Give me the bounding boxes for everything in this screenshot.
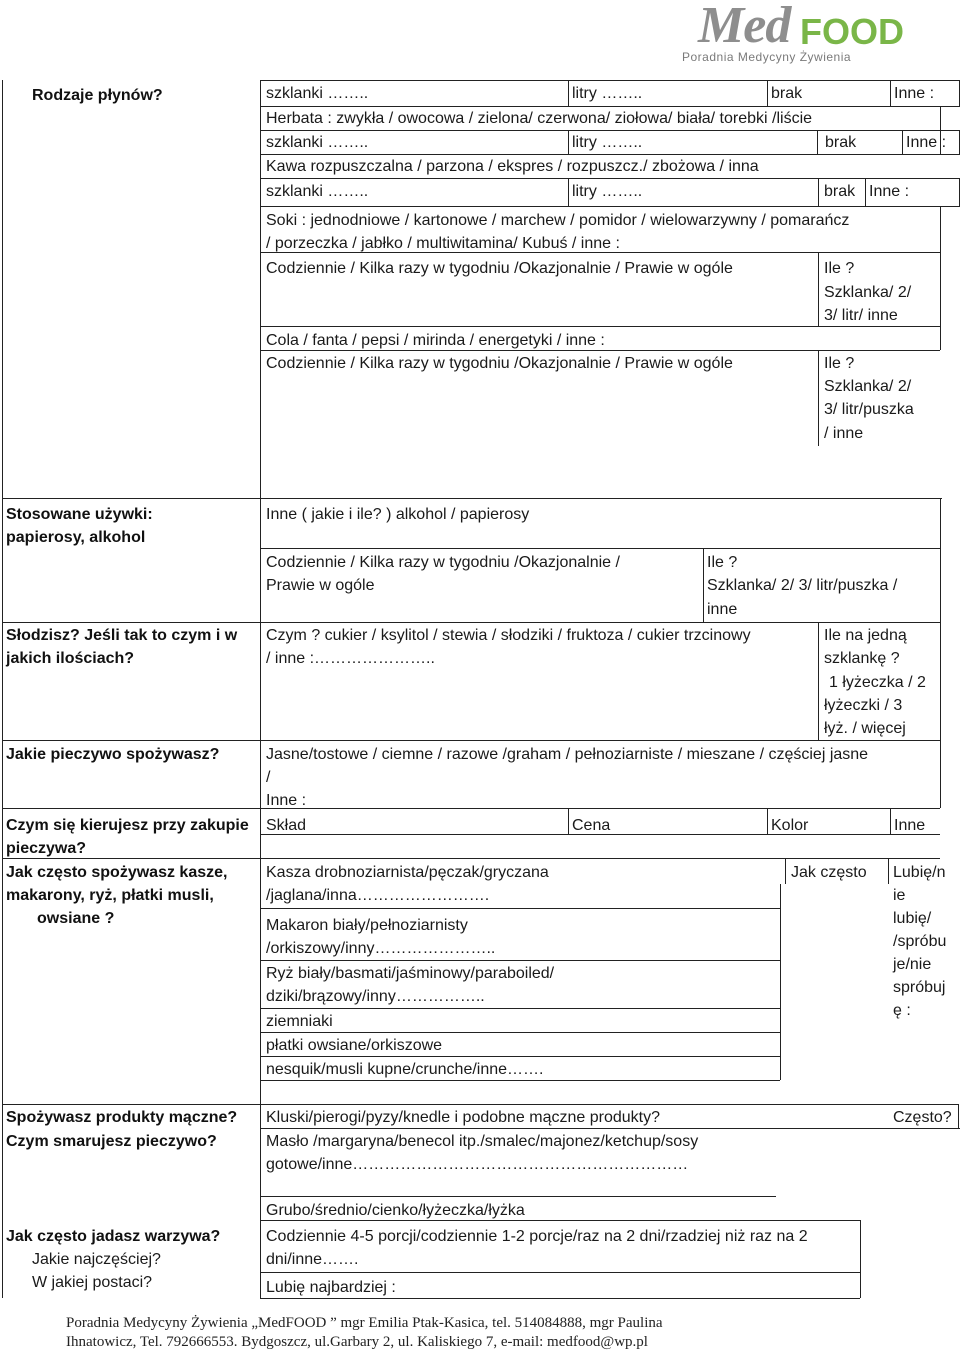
row3-glasses[interactable]: szklanki …….. [266, 183, 369, 200]
flour-question[interactable]: Kluski/pierogi/pyzy/knedle i podobne mączne produkty? [266, 1109, 661, 1126]
stimulants-amount-line1[interactable]: Szklanka/ 2/ 3/ litr/puszka / [707, 577, 898, 594]
vegetables-frequency-line2[interactable]: dni/inne……. [266, 1251, 359, 1268]
stimulants-amount-question: Ile ? [707, 554, 738, 571]
soda-amount-line2[interactable]: 3/ litr/puszka [824, 401, 914, 418]
vegetables-label-line2: Jakie najczęściej? [32, 1251, 161, 1268]
juices-amount-question: Ile ? [824, 260, 855, 277]
soda-amount-question: Ile ? [824, 355, 855, 372]
juices-amount-line2[interactable]: 3/ litr/ inne [824, 307, 898, 324]
groats-options-line2[interactable]: /jaglana/inna……………………. [266, 887, 490, 904]
sweeten-amount-line3[interactable]: 1 łyżeczka / 2 [829, 674, 926, 691]
row1-liters[interactable]: litry …….. [572, 85, 643, 102]
soda-amount-line3[interactable]: / inne [824, 425, 864, 442]
grains-like-line6: spróbuj [893, 979, 946, 996]
stimulants-amount-line2[interactable]: inne [707, 601, 738, 618]
grains-how-often: Jak często [791, 864, 867, 881]
sweeten-amount-line4[interactable]: łyżeczki / 3 [824, 697, 903, 714]
juices-amount-line1[interactable]: Szklanka/ 2/ [824, 284, 912, 301]
bread-criteria-label-line1: Czym się kierujesz przy zakupie [6, 817, 249, 834]
grains-label-line2: makarony, ryż, płatki musli, [6, 887, 214, 904]
grains-like-line4: /spróbu [893, 933, 947, 950]
sweeten-amount-line1: Ile na jedną [824, 627, 907, 644]
footer-line1: Poradnia Medycyny Żywienia „MedFOOD ” mgr Emilia Ptak-Kasica, tel. 514084888, mgr Paulina [66, 1315, 663, 1331]
medfood-logo [680, 2, 955, 68]
row2-other[interactable]: Inne : [906, 134, 947, 151]
soda-options[interactable]: Cola / fanta / pepsi / mirinda / energetyki / inne : [266, 332, 605, 349]
row1-other[interactable]: Inne : [894, 85, 935, 102]
spread-options-line1[interactable]: Masło /margaryna/benecol itp./smalec/majonez/ketchup/sosy [266, 1133, 699, 1150]
juices-frequency[interactable]: Codziennie / Kilka razy w tygodniu /Okazjonalnie / Prawie w ogóle [266, 260, 733, 277]
sweetener-options-line2[interactable]: / inne :………………….. [266, 650, 435, 667]
criteria-price[interactable]: Cena [572, 817, 611, 834]
stimulants-frequency-line1[interactable]: Codziennie / Kilka razy w tygodniu /Okazjonalnie / [266, 554, 620, 571]
row1-none[interactable]: brak [771, 85, 803, 102]
row3-liters[interactable]: litry …….. [572, 183, 643, 200]
row2-glasses[interactable]: szklanki …….. [266, 134, 369, 151]
soda-amount-line1[interactable]: Szklanka/ 2/ [824, 378, 912, 395]
soda-frequency[interactable]: Codziennie / Kilka razy w tygodniu /Okazjonalnie / Prawie w ogóle [266, 355, 733, 372]
spread-options-line2[interactable]: gotowe/inne……………………………………………………… [266, 1156, 689, 1173]
stimulants-other[interactable]: Inne ( jakie i ile? ) alkohol / papierosy [266, 506, 530, 523]
juices-options-line1[interactable]: Soki : jednodniowe / kartonowe / marchew / pomidor / wielowarzywny / pomarańcz [266, 212, 850, 229]
sweeten-amount-line5[interactable]: łyż. / więcej [824, 720, 906, 737]
row3-other[interactable]: Inne : [869, 183, 910, 200]
tea-options[interactable]: Herbata : zwykła / owocowa / zielona/ czerwona/ ziołowa/ biała/ torebki /liście [266, 110, 813, 127]
sweeten-label-line2: jakich ilościach? [6, 650, 135, 667]
pasta-options-line2[interactable]: /orkiszowy/inny………………….. [266, 940, 496, 957]
bread-types-line2[interactable]: / [266, 769, 271, 786]
vegetables-label-line1: Jak często jadasz warzywa? [6, 1228, 221, 1245]
vegetables-label-line3: W jakiej postaci? [32, 1274, 153, 1291]
juices-options-line2[interactable]: / porzeczka / jabłko / multiwitamina/ Kubuś / inne : [266, 235, 620, 252]
row3-none[interactable]: brak [824, 183, 856, 200]
grains-like-line7: ę : [893, 1002, 911, 1019]
criteria-composition[interactable]: Skład [266, 817, 307, 834]
bread-types-line1[interactable]: Jasne/tostowe / ciemne / razowe /graham / pełnoziarniste / mieszane / częściej jasne [266, 746, 869, 763]
spread-label: Czym smarujesz pieczywo? [6, 1133, 217, 1150]
bread-criteria-label-line2: pieczywa? [6, 840, 87, 857]
groats-options-line1[interactable]: Kasza drobnoziarnista/pęczak/gryczana [266, 864, 549, 881]
row2-none[interactable]: brak [825, 134, 857, 151]
vegetables-favourite[interactable]: Lubię najbardziej : [266, 1279, 396, 1296]
footer-line2: Ihnatowicz, Tel. 792666553. Bydgoszcz, ul.Garbary 2, ul. Kaliskiego 7, e-mail: medfood@wp.pl [66, 1334, 648, 1350]
grains-like-line2: ie [893, 887, 906, 904]
logo-med-text: Med [698, 0, 791, 54]
criteria-other[interactable]: Inne [894, 817, 926, 834]
bread-label: Jakie pieczywo spożywasz? [6, 746, 220, 763]
flour-how-often[interactable]: Często? [893, 1109, 952, 1126]
potatoes-option[interactable]: ziemniaki [266, 1013, 333, 1030]
sweeten-label-line1: Słodzisz? Jeśli tak to czym i w [6, 627, 238, 644]
pasta-options-line1[interactable]: Makaron biały/pełnoziarnisty [266, 917, 468, 934]
oats-option[interactable]: płatki owsiane/orkiszowe [266, 1037, 443, 1054]
row2-liters[interactable]: litry …….. [572, 134, 643, 151]
stimulants-frequency-line2[interactable]: Prawie w ogóle [266, 577, 375, 594]
grains-label-line3: owsiane ? [37, 910, 115, 927]
criteria-color[interactable]: Kolor [771, 817, 809, 834]
stimulants-label-line1: Stosowane używki: [6, 506, 153, 523]
logo-subtitle: Poradnia Medycyny Żywienia [682, 50, 852, 64]
fluids-question: Rodzaje płynów? [32, 87, 163, 104]
flour-label: Spożywasz produkty mączne? [6, 1109, 238, 1126]
sweetener-options-line1[interactable]: Czym ? cukier / ksylitol / stewia / słodziki / fruktoza / cukier trzcinowy [266, 627, 751, 644]
bread-types-other[interactable]: Inne : [266, 792, 307, 809]
grains-label-line1: Jak często spożywasz kasze, [6, 864, 228, 881]
rice-options-line2[interactable]: dziki/brązowy/inny…………….. [266, 988, 485, 1005]
vegetables-portion[interactable]: Grubo/średnio/cienko/łyżeczka/łyżka [266, 1202, 525, 1219]
grains-like-line5: je/nie [893, 956, 932, 973]
sweeten-amount-line2: szklankę ? [824, 650, 900, 667]
cereal-option[interactable]: nesquik/musli kupne/crunche/inne……. [266, 1061, 544, 1078]
grains-like-line1: Lubię/n [893, 864, 946, 881]
grains-like-line3: lubię/ [893, 910, 932, 927]
vegetables-frequency-line1[interactable]: Codziennie 4-5 porcji/codziennie 1-2 porcje/raz na 2 dni/rzadziej niż raz na 2 [266, 1228, 808, 1245]
row1-glasses[interactable]: szklanki …….. [266, 85, 369, 102]
logo-food-text: FOOD [800, 11, 904, 52]
coffee-options[interactable]: Kawa rozpuszczalna / parzona / ekspres / rozpuszcz./ zbożowa / inna [266, 158, 759, 175]
rice-options-line1[interactable]: Ryż biały/basmati/jaśminowy/paraboiled/ [266, 965, 555, 982]
stimulants-label-line2: papierosy, alkohol [6, 529, 146, 546]
